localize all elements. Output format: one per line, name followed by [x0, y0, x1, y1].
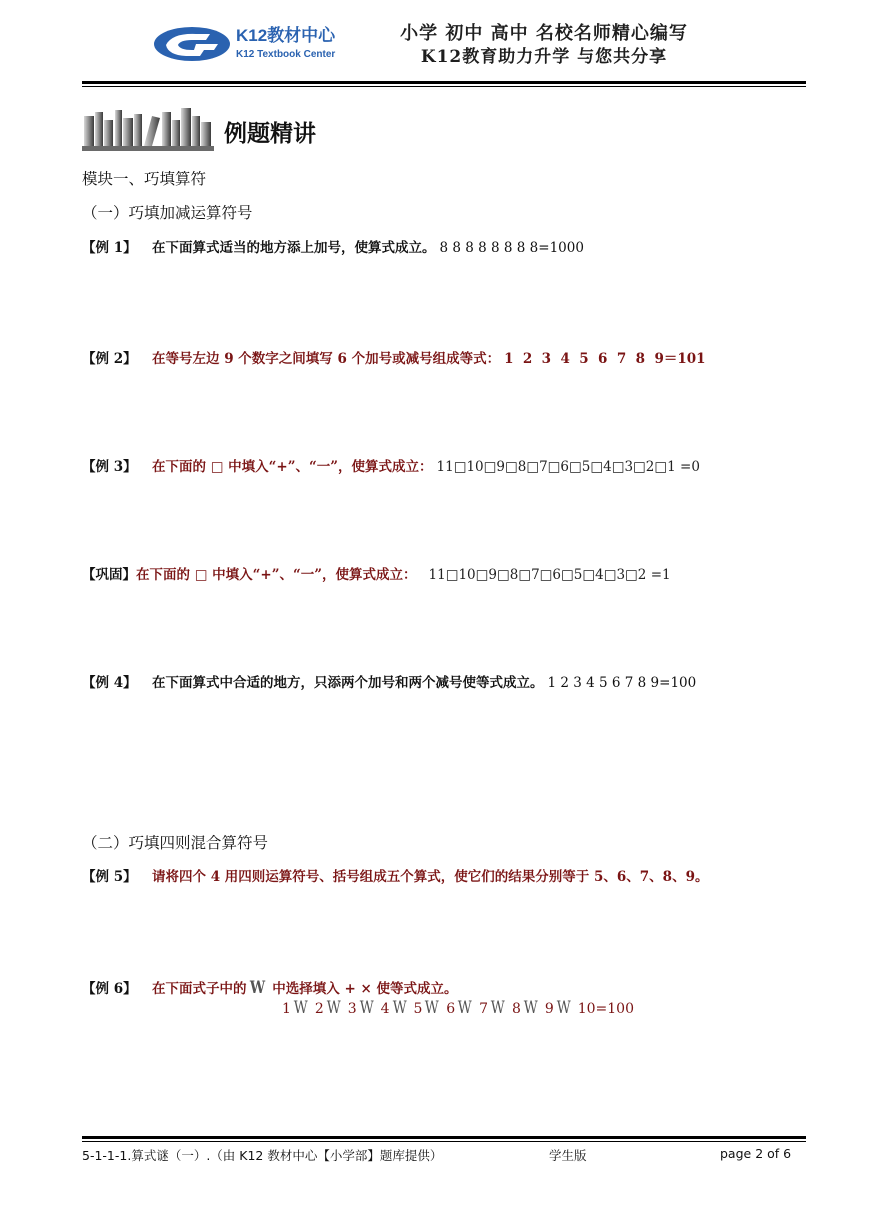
footer-source: 5-1-1-1.算式谜（一）.（由 K12 教材中心【小学部】题库提供）	[82, 1148, 443, 1163]
footer-divider-thin	[82, 1141, 806, 1142]
footer-edition: 学生版	[549, 1148, 587, 1163]
eq-number: 6	[446, 1001, 456, 1017]
module-title: 模块一、巧填算符	[82, 170, 207, 188]
example-6	[82, 977, 458, 998]
example-2	[82, 347, 706, 367]
blank-box-glyph: W	[359, 998, 374, 1018]
example-4	[82, 671, 696, 691]
example-equation: 11□10□9□8□7□6□5□4□3□2 =1	[428, 567, 671, 583]
blank-box-glyph: W	[293, 998, 308, 1018]
eq-number: 9	[544, 1001, 554, 1017]
example-text: 在下面的 □ 中填入“+”、“一”，使算式成立：	[136, 567, 417, 583]
header-slogan	[362, 22, 726, 68]
brand-block	[236, 26, 335, 62]
eq-number: 5	[413, 1001, 423, 1017]
example-text: 在下面算式适当的地方添上加号，使算式成立。	[152, 240, 436, 256]
slogan-line-2: K12教育助力升学 与您共分享	[420, 47, 668, 67]
example-tag: 【例 5】	[82, 869, 137, 885]
part-title-1: （一）巧填加减运算符号	[82, 204, 253, 222]
eq-number: 3	[347, 1001, 357, 1017]
example-tag: 【例 3】	[82, 459, 137, 475]
example-tag: 【例 4】	[82, 675, 137, 691]
example-5	[82, 865, 708, 885]
eq-number: 4	[380, 1001, 390, 1017]
blank-box-glyph: W	[392, 998, 407, 1018]
example-tag: 【巩固】	[82, 567, 136, 583]
example-text: 在等号左边 9 个数字之间填写 6 个加号或减号组成等式：	[152, 351, 501, 367]
eq-number: 2	[314, 1001, 324, 1017]
part-title-2: （二）巧填四则混合算符号	[82, 834, 269, 852]
consolidation-exercise	[82, 563, 671, 583]
blank-box-glyph: W	[457, 998, 472, 1018]
example-text: 请将四个 4 用四则运算符号、括号组成五个算式，使它们的结果分别等于 5、6、7、8、9。	[152, 869, 709, 885]
section-title: 例题精讲	[224, 121, 316, 147]
example-equation: 1 2 3 4 5 6 7 8 9＝101	[504, 351, 706, 367]
example-6-equation	[282, 998, 634, 1018]
example-equation: 11□10□9□8□7□6□5□4□3□2□1 =0	[436, 459, 700, 475]
slogan-line-1: 小学 初中 高中 名校名师精心编写	[400, 23, 688, 44]
example-tag: 【例 1】	[82, 240, 137, 256]
bookshelf-icon	[82, 106, 214, 152]
header-divider	[82, 81, 806, 84]
brand-subtitle: K12 Textbook Center	[236, 49, 336, 60]
blank-box-glyph: W	[556, 998, 571, 1018]
example-text-before: 在下面式子中的	[152, 981, 247, 997]
blank-box-glyph: W	[425, 998, 440, 1018]
example-text-after: 中选择填入 + × 使等式成立。	[267, 981, 458, 997]
eq-number: 8	[512, 1001, 521, 1017]
example-3	[82, 455, 700, 475]
example-equation: 1 2 3 4 5 6 7 8 9=100	[547, 675, 697, 691]
example-equation: 8 8 8 8 8 8 8 8=1000	[439, 240, 584, 256]
eq-tail: 10=100	[577, 1001, 635, 1017]
example-text: 在下面的 □ 中填入“+”、“一”，使算式成立：	[152, 459, 433, 475]
footer-divider	[82, 1136, 806, 1139]
example-1	[82, 236, 584, 256]
example-tag: 【例 6】	[82, 981, 137, 997]
example-tag: 【例 2】	[82, 351, 137, 367]
footer-page-number: page 2 of 6	[720, 1146, 792, 1161]
brand-name: K12教材中心	[236, 26, 336, 45]
blank-box-glyph: W	[249, 978, 265, 998]
header-divider-thin	[82, 86, 806, 87]
blank-box-glyph: W	[326, 998, 341, 1018]
eq-number: 1	[282, 1001, 291, 1017]
eq-number: 7	[479, 1001, 489, 1017]
example-text: 在下面算式中合适的地方，只添两个加号和两个减号使等式成立。	[152, 675, 544, 691]
k12-logo-icon	[152, 25, 232, 63]
blank-box-glyph: W	[523, 998, 538, 1018]
blank-box-glyph: W	[490, 998, 505, 1018]
